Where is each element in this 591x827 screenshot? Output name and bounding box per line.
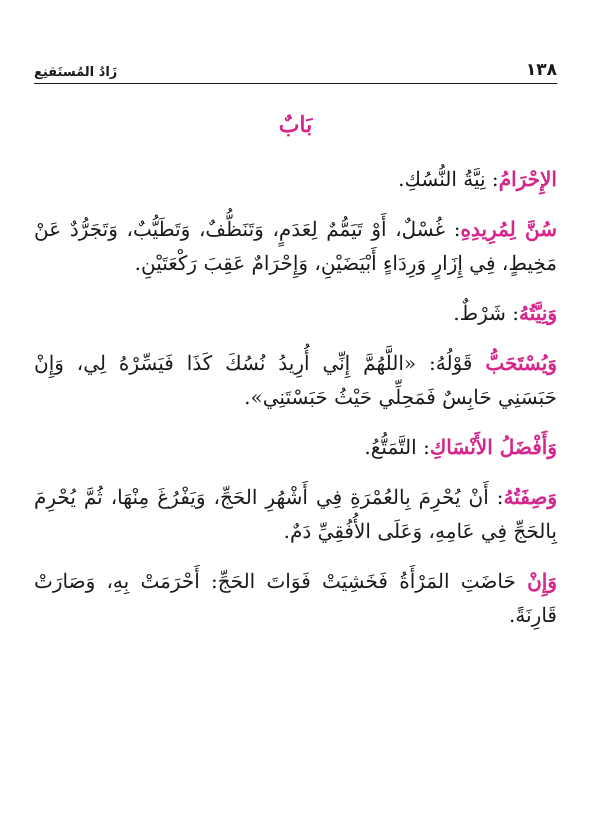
keyword: وَنِيَّتُهُ <box>518 301 557 325</box>
paragraph-text: : شَرْطٌ. <box>453 301 519 325</box>
paragraph-text: : أَنْ يُحْرِمَ بِالعُمْرَةِ فِي أَشْهُرِ الحَجِّ، وَيَفْرُغَ مِنْهَا، ثُمَّ يُحْرِمَ بِالحَجِّ فِي عَامِهِ، وَعَلَى الأُفُقِيِّ دَمٌ. <box>34 485 557 543</box>
keyword: الإِحْرَامُ <box>498 167 557 191</box>
paragraph-afdal <box>34 430 557 464</box>
paragraph-text: حَاضَتِ المَرْأَةُ فَخَشِيَتْ فَوَاتَ الحَجِّ: أَحْرَمَتْ بِهِ، وَصَارَتْ قَارِنَةً. <box>34 569 557 627</box>
book-title: زَادُ المُستَقنِع <box>34 65 118 80</box>
paragraph-sifah <box>34 480 557 548</box>
page-number: ١٣٨ <box>525 60 557 80</box>
keyword: وَيُسْتَحَبُّ <box>485 351 557 375</box>
paragraph-ihram <box>34 162 557 196</box>
keyword: وَأَفْضَلُ الأَنْسَاكِ <box>429 435 557 459</box>
chapter-title: بَابٌ <box>278 112 313 138</box>
paragraph-text: : نِيَّةُ النُّسُكِ. <box>398 167 499 191</box>
page-header <box>34 54 557 84</box>
paragraph-hayd <box>34 564 557 632</box>
paragraph-niyyah <box>34 296 557 330</box>
keyword: وَإِنْ <box>527 569 557 593</box>
paragraph-sunnah <box>34 212 557 280</box>
paragraph-mustahabb <box>34 346 557 414</box>
paragraph-text: قَوْلُهُ: «اللَّهُمَّ إِنِّي أُرِيدُ نُسُكَ كَذَا فَيَسِّرْهُ لِي، وَإِنْ حَبَسَنِي حَابِسٌ فَمَحِلِّي حَيْثُ حَبَسْتَنِي». <box>34 351 557 409</box>
keyword: سُنَّ لِمُرِيدِهِ <box>460 217 557 241</box>
paragraph-text: : التَّمَتُّعُ. <box>364 435 430 459</box>
paragraph-text: : غُسْلٌ، أَوْ تَيَمُّمٌ لِعَدَمٍ، وَتَنَظُّفٌ، وَتَطَيُّبٌ، وَتَجَرُّدٌ عَنْ مَخِيطٍ، فِي إِزَارٍ وَرِدَاءٍ أَبْيَضَيْنِ، وَإِحْرَامٌ عَقِبَ رَكْعَتَيْنِ. <box>34 217 557 275</box>
page-content <box>34 96 557 648</box>
keyword: وَصِفَتُهُ <box>503 485 557 509</box>
